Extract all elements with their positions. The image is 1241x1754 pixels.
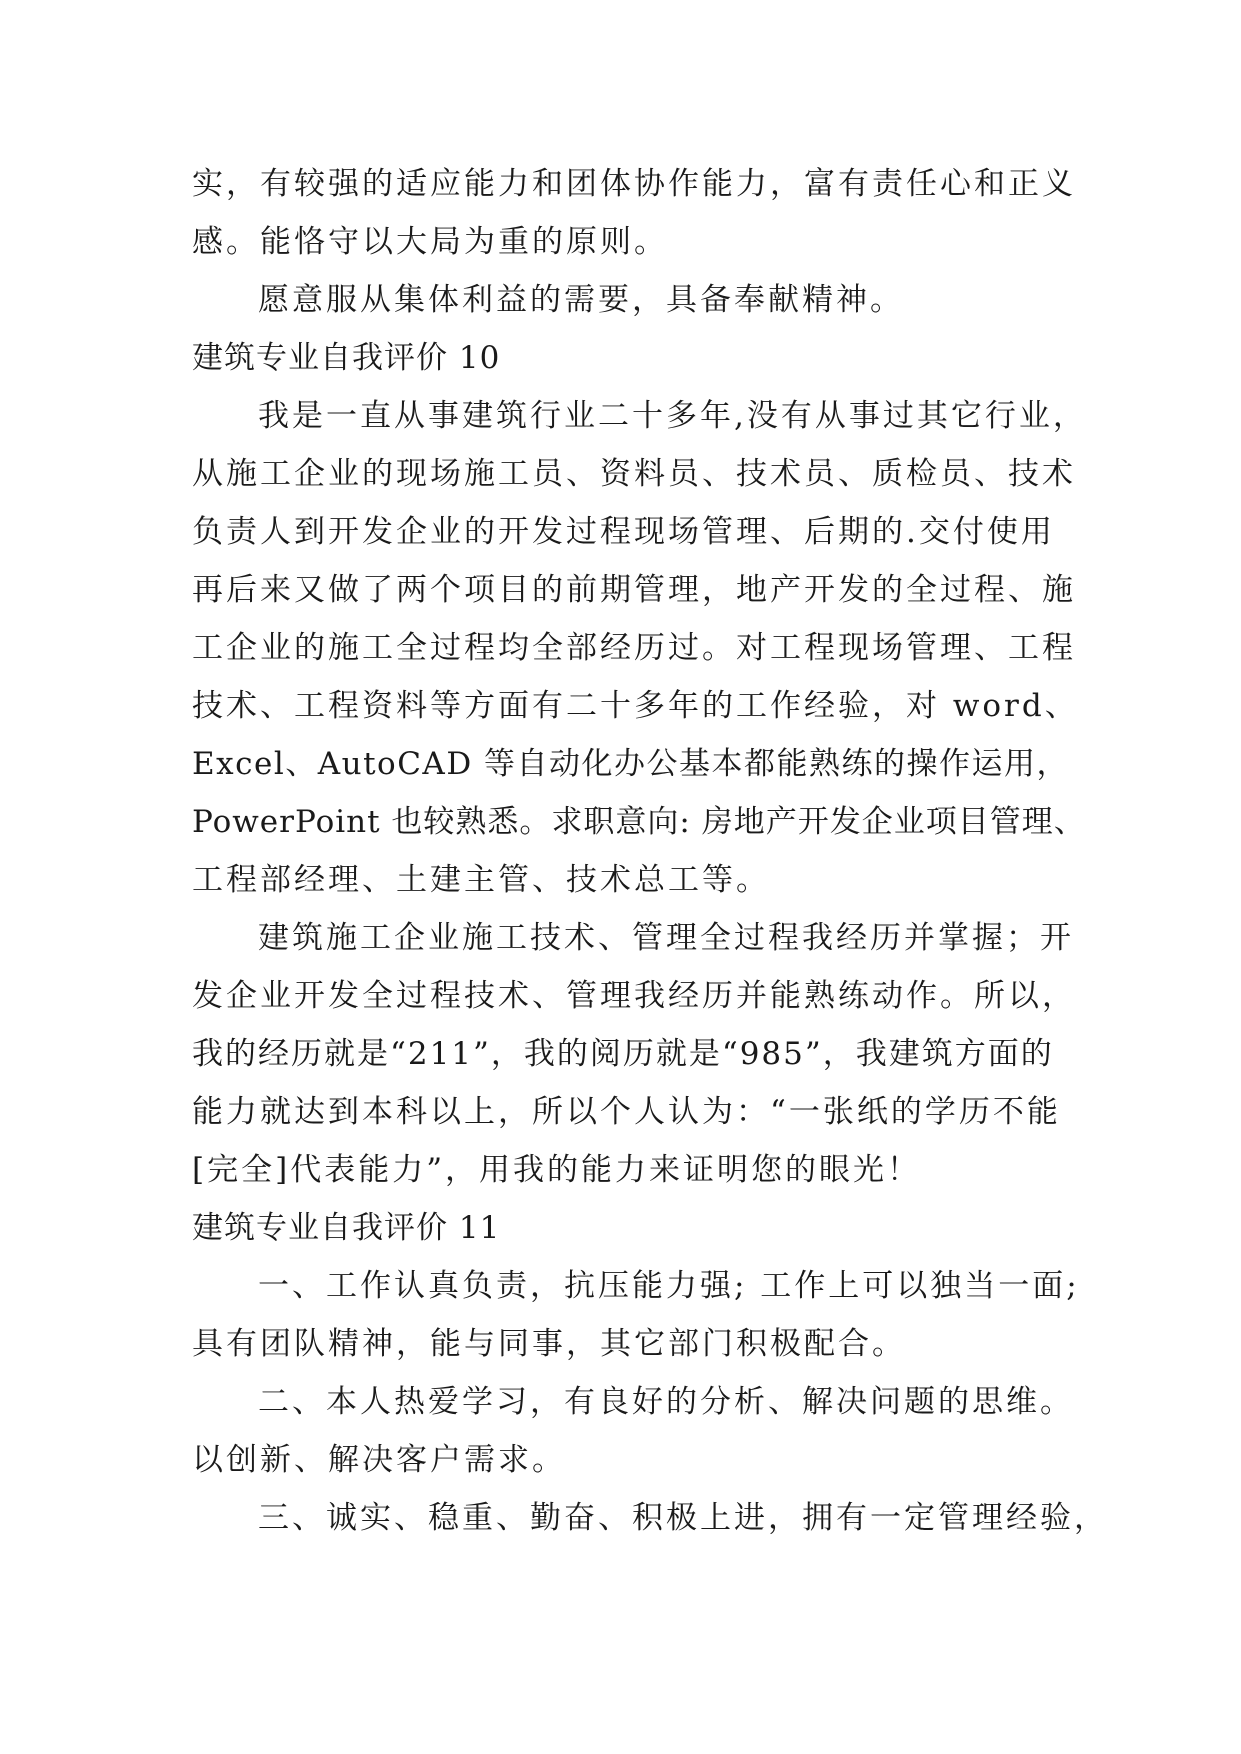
text-line: 二、本人热爱学习，有良好的分析、解决问题的思维。 (258, 1384, 1074, 1420)
text-line: Excel、AutoCAD 等自动化办公基本都能熟练的操作运用， (192, 746, 1070, 782)
document-page (192, 155, 1108, 1547)
text-line: 技术、工程资料等方面有二十多年的工作经验，对 word、 (192, 688, 1079, 724)
section-heading-11: 建筑专业自我评价 11 (192, 1210, 501, 1246)
text-line: 愿意服从集体利益的需要，具备奉献精神。 (258, 282, 904, 318)
text-line: 能力就达到本科以上，所以个人认为：“一张纸的学历不能 (192, 1094, 1061, 1130)
text-line: 感。能恪守以大局为重的原则。 (192, 224, 668, 260)
text-line: 我的经历就是“211”，我的阅历就是“985”，我建筑方面的 (192, 1036, 1054, 1072)
text-line: 实，有较强的适应能力和团体协作能力，富有责任心和正义 (192, 166, 1076, 202)
text-line: 具有团队精神，能与同事，其它部门积极配合。 (192, 1326, 906, 1362)
text-line: 一、工作认真负责，抗压能力强; 工作上可以独当一面; (258, 1268, 1080, 1304)
section-heading-10: 建筑专业自我评价 10 (192, 340, 501, 376)
text-line: [完全]代表能力”，用我的能力来证明您的眼光！ (192, 1152, 922, 1188)
text-line: 再后来又做了两个项目的前期管理，地产开发的全过程、施 (192, 572, 1076, 608)
text-line: 发企业开发全过程技术、管理我经历并能熟练动作。所以， (192, 978, 1076, 1014)
text-line: 从施工企业的现场施工员、资料员、技术员、质检员、技术 (192, 456, 1076, 492)
text-line: 我是一直从事建筑行业二十多年,没有从事过其它行业， (258, 398, 1087, 434)
text-line: 三、诚实、稳重、勤奋、积极上进，拥有一定管理经验， (258, 1500, 1108, 1536)
text-line: 建筑施工企业施工技术、管理全过程我经历并掌握；开 (258, 920, 1074, 956)
text-line: 工企业的施工全过程均全部经历过。对工程现场管理、工程 (192, 630, 1076, 666)
text-line: PowerPoint 也较熟悉。求职意向: 房地产开发企业项目管理、 (192, 804, 1086, 840)
text-line: 工程部经理、土建主管、技术总工等。 (192, 862, 770, 898)
text-line: 负责人到开发企业的开发过程现场管理、后期的.交付使用 (192, 514, 1055, 550)
text-line: 以创新、解决客户需求。 (192, 1442, 566, 1478)
